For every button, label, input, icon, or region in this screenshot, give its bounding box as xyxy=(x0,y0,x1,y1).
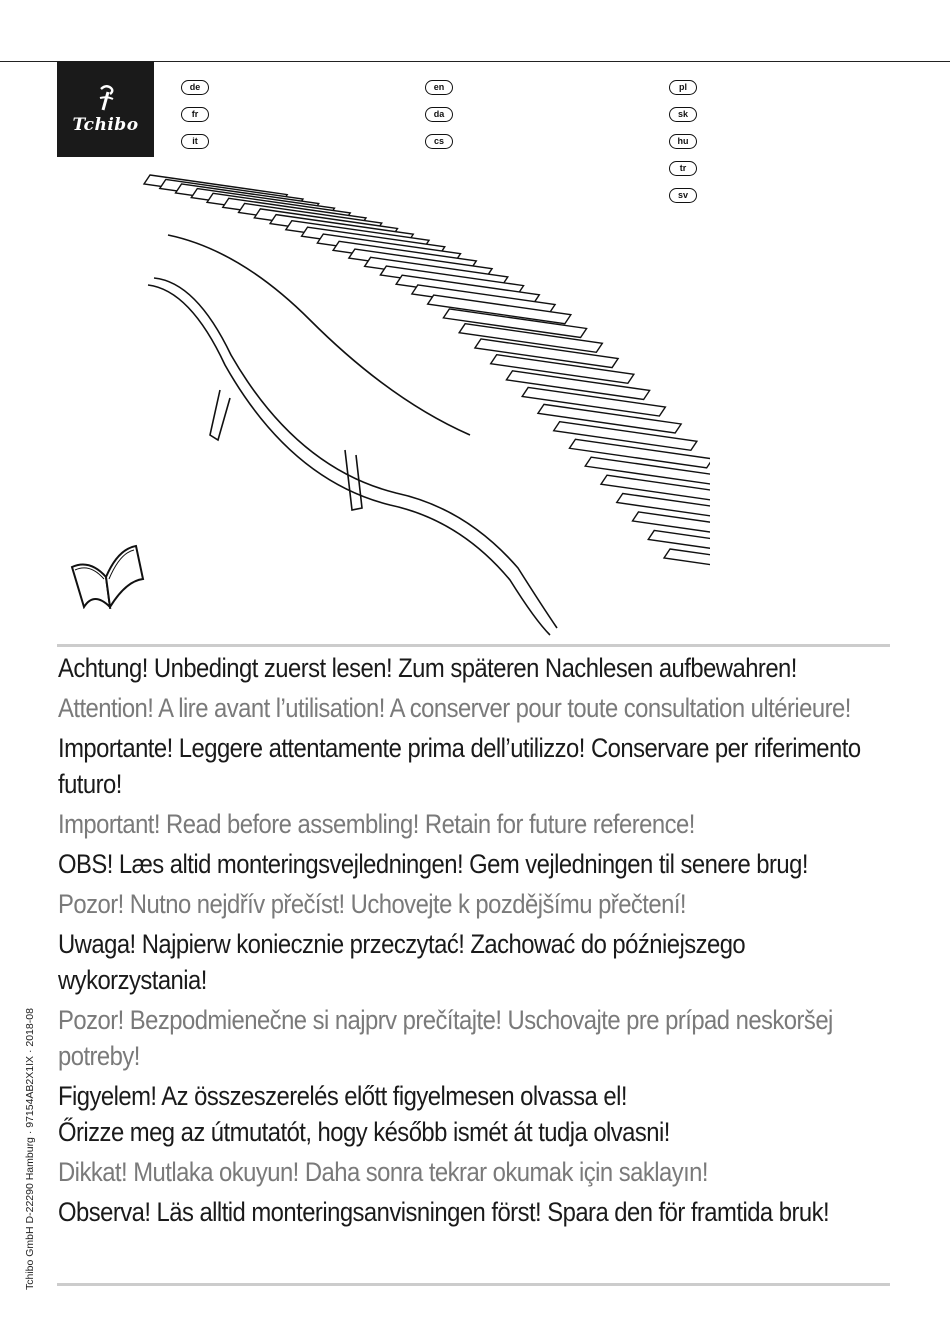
language-badge: hu xyxy=(669,134,697,149)
language-badge: cs xyxy=(425,134,453,149)
language-badge: sk xyxy=(669,107,697,122)
language-badge: pl xyxy=(669,80,697,95)
warning-text: Dikkat! Mutlaka okuyun! Daha sonra tekrar okumak için saklayın! xyxy=(58,1157,708,1187)
language-badge: it xyxy=(181,134,209,149)
open-book-icon xyxy=(68,543,148,609)
language-badge: fr xyxy=(181,107,209,122)
warning-text: Uwaga! Najpierw koniecznie przeczytać! Zachować do późniejszego wykorzystania! xyxy=(58,929,746,995)
language-badge: da xyxy=(425,107,453,122)
warning-text: Figyelem! Az összeszerelés előtt figyelmesen olvassa el! Őrizze meg az útmutatót, hogy később ismét át tudja olvasni! xyxy=(58,1081,670,1147)
language-badge: en xyxy=(425,80,453,95)
lounger-slat xyxy=(664,549,710,578)
warning-text: Achtung! Unbedingt zuerst lesen! Zum späteren Nachlesen aufbewahren! xyxy=(58,653,797,683)
warning-text: Pozor! Nutno nejdřív přečíst! Uchovejte k pozdějšímu přečtení! xyxy=(58,889,687,919)
warning-text: Attention! A lire avant l’utilisation! A conserver pour toute consultation ultérieure! xyxy=(58,693,851,723)
language-badge: tr xyxy=(669,161,697,176)
warning-text: Observa! Läs alltid monteringsanvisningen först! Spara den för framtida bruk! xyxy=(58,1197,830,1227)
tchibo-logo xyxy=(57,61,154,157)
divider-bottom xyxy=(57,1283,890,1286)
warning-text: OBS! Læs altid monteringsvejledningen! Gem vejledningen til senere brug! xyxy=(58,849,808,879)
divider-top xyxy=(57,644,890,647)
language-badge: sv xyxy=(669,188,697,203)
warning-list xyxy=(58,650,898,1234)
language-column-2 xyxy=(425,80,453,161)
warning-text: Important! Read before assembling! Retain for future reference! xyxy=(58,809,695,839)
warning-text: Pozor! Bezpodmienečne si najprv prečítajte! Uschovajte pre prípad neskoršej potreby! xyxy=(58,1005,833,1071)
tchibo-cup-icon xyxy=(91,83,121,113)
brand-name: Tchibo xyxy=(72,115,139,135)
warning-text: Importante! Leggere attentamente prima dell’utilizzo! Conservare per riferimento futuro! xyxy=(58,733,861,799)
publisher-note: Tchibo GmbH D-22290 Hamburg · 97154AB2X1IX · 2018-08 xyxy=(24,1008,36,1290)
language-column-1 xyxy=(181,80,209,161)
language-badge: de xyxy=(181,80,209,95)
lounger-illustration xyxy=(130,150,710,640)
